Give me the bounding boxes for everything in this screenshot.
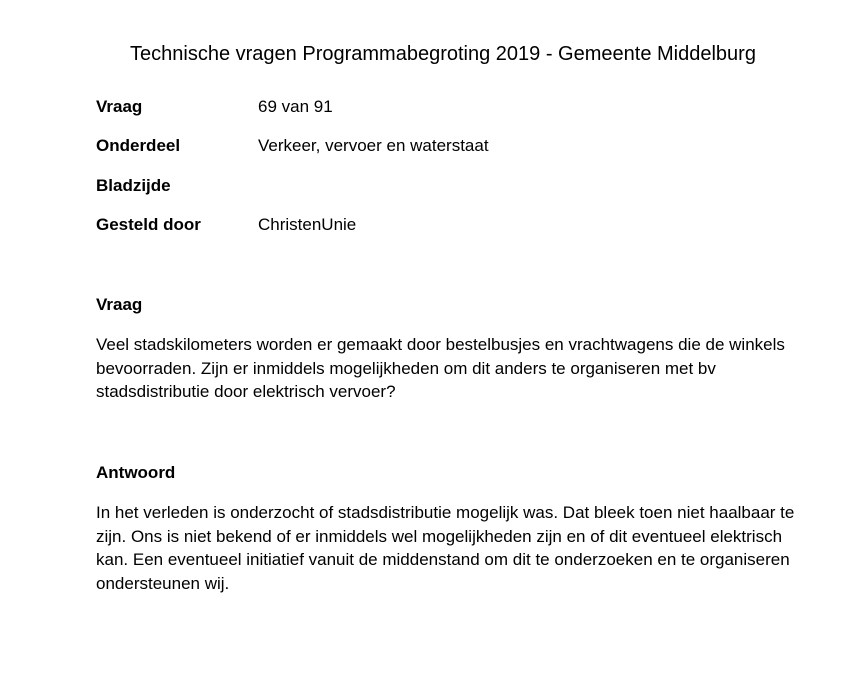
meta-value-onderdeel: Verkeer, vervoer en waterstaat [258,136,489,155]
meta-value-vraag: 69 van 91 [258,97,333,116]
meta-label-vraag: Vraag [96,97,143,116]
answer-heading: Antwoord [96,463,176,482]
meta-label-bladzijde: Bladzijde [96,176,171,195]
page-title: Technische vragen Programmabegroting 2019 - Gemeente Middelburg [130,43,756,65]
meta-label-onderdeel: Onderdeel [96,136,181,155]
meta-value-gesteld-door: ChristenUnie [258,215,357,234]
question-heading: Vraag [96,295,143,314]
meta-label-gesteld-door: Gesteld door [96,215,201,234]
answer-text: In het verleden is onderzocht of stadsdistributie mogelijk was. Dat bleek toen niet haalbaar te zijn. Ons is niet bekend of er inmiddels wel mogelijkheden zijn en of dit eventueel elektrisch kan. Een eventueel initiatief vanuit de middenstand om dit te onderzoeken en te organiseren ondersteunen wij. [96,503,795,593]
question-text: Veel stadskilometers worden er gemaakt door bestelbusjes en vrachtwagens die de winkels bevoorraden. Zijn er inmiddels mogelijkheden om dit anders te organiseren met bv stadsdistributie door elektrisch vervoer? [96,335,785,401]
